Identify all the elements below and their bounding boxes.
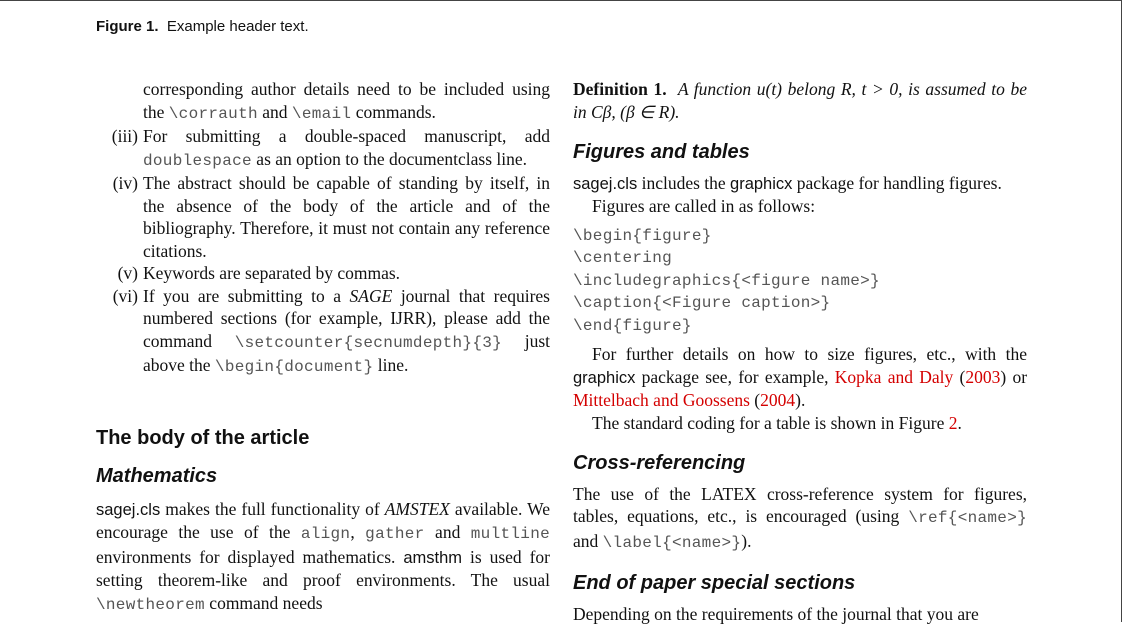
begin-document-command: \begin{document} xyxy=(214,358,374,376)
definition-label: Definition 1. xyxy=(573,79,667,99)
list-item: (v) Keywords are separated by commas. xyxy=(96,262,550,285)
definition xyxy=(573,78,1027,123)
list-item: (iv) The abstract should be capable of standing by itself, in the absence of the body of the article and of the bibliography. Therefore, it must not contain any reference citations. xyxy=(96,172,550,262)
mathematics-paragraph: sagej.cls makes the full functionality of AMSTEX available. We encourage the use of the align, gather and multline environments for displayed mathematics. amsthm is used for setting theorem-like and proof environments. The usual \newtheorem command needs xyxy=(96,498,551,614)
crossref-paragraph: The use of the LATEX cross-reference system for figures, tables, equations, etc., is encouraged (using \ref{<name>} and \label{<name>}). xyxy=(573,483,1028,552)
email-command: \email xyxy=(291,104,352,123)
header-text: Example header text. xyxy=(166,18,309,35)
figures-paragraph: sagej.cls includes the graphicx package for handling figures. xyxy=(573,172,1002,193)
list-number: (v) xyxy=(117,263,138,283)
list-item: (iii) For submitting a double-spaced manuscript, add doublespace as an option to the documentclass line. xyxy=(96,125,550,172)
subsection-title-figures: Figures and tables xyxy=(573,141,750,163)
citation-year-link[interactable]: 2003 xyxy=(965,366,1001,387)
list-number: (vi) xyxy=(112,285,138,306)
code-line: \includegraphics{<figure name>} xyxy=(573,271,880,290)
code-line: \end{figure} xyxy=(573,316,692,335)
citation-link[interactable]: Kopka and Daly xyxy=(834,366,954,387)
list-item-continued: corresponding author details need to be included using the \corrauth and \email commands. xyxy=(143,79,550,123)
list-number: (iv) xyxy=(112,173,138,193)
figure-details-paragraph: For further details on how to size figures, etc., with the graphicx package see, for example, Kopka and Daly (2003) or Mittelbach and Goossens (2004). xyxy=(573,344,1028,411)
code-line: \caption{<Figure caption>} xyxy=(573,294,831,313)
code-line: \centering xyxy=(573,249,673,268)
subsection-title-end: End of paper special sections xyxy=(573,572,856,595)
code-block xyxy=(573,225,1027,338)
citation-link[interactable]: Mittelbach and Goossens xyxy=(573,390,750,411)
amstex-logo: AMSTEX xyxy=(384,498,450,519)
page-header xyxy=(96,18,309,35)
list-item: (vi) If you are submitting to a SAGE journal that requires numbered sections (for example, IJRR), please add the command \setcounter{secnumdepth}{3} just above the \begin{document} line. xyxy=(96,285,550,379)
subsection-title: Mathematics xyxy=(96,465,218,487)
citation-year-link[interactable]: 2004 xyxy=(760,390,796,411)
setcounter-command: \setcounter{secnumdepth}{3} xyxy=(234,333,503,352)
corrauth-command: \corrauth xyxy=(168,104,258,123)
left-column xyxy=(96,78,550,616)
list-number: (iii) xyxy=(111,126,138,146)
table-paragraph: The standard coding for a table is shown in Figure 2. xyxy=(592,412,962,433)
code-line: \begin{figure} xyxy=(573,226,712,245)
right-column xyxy=(573,78,1027,625)
latex-logo: LATEX xyxy=(701,483,757,504)
section-title: The body of the article xyxy=(96,426,310,449)
header-label: Figure 1. xyxy=(96,18,159,35)
subsection-title-crossref: Cross-referencing xyxy=(573,452,746,475)
doublespace-option: doublespace xyxy=(143,151,252,170)
figure-ref-link[interactable]: 2 xyxy=(948,412,958,433)
end-paragraph: Depending on the requirements of the journal that you are xyxy=(573,603,979,624)
definition-text: A function u(t) belong R, t > 0, is assumed to be in Cβ, (β ∈ R). xyxy=(573,79,1028,122)
figures-called-text: Figures are called in as follows: xyxy=(592,196,816,216)
